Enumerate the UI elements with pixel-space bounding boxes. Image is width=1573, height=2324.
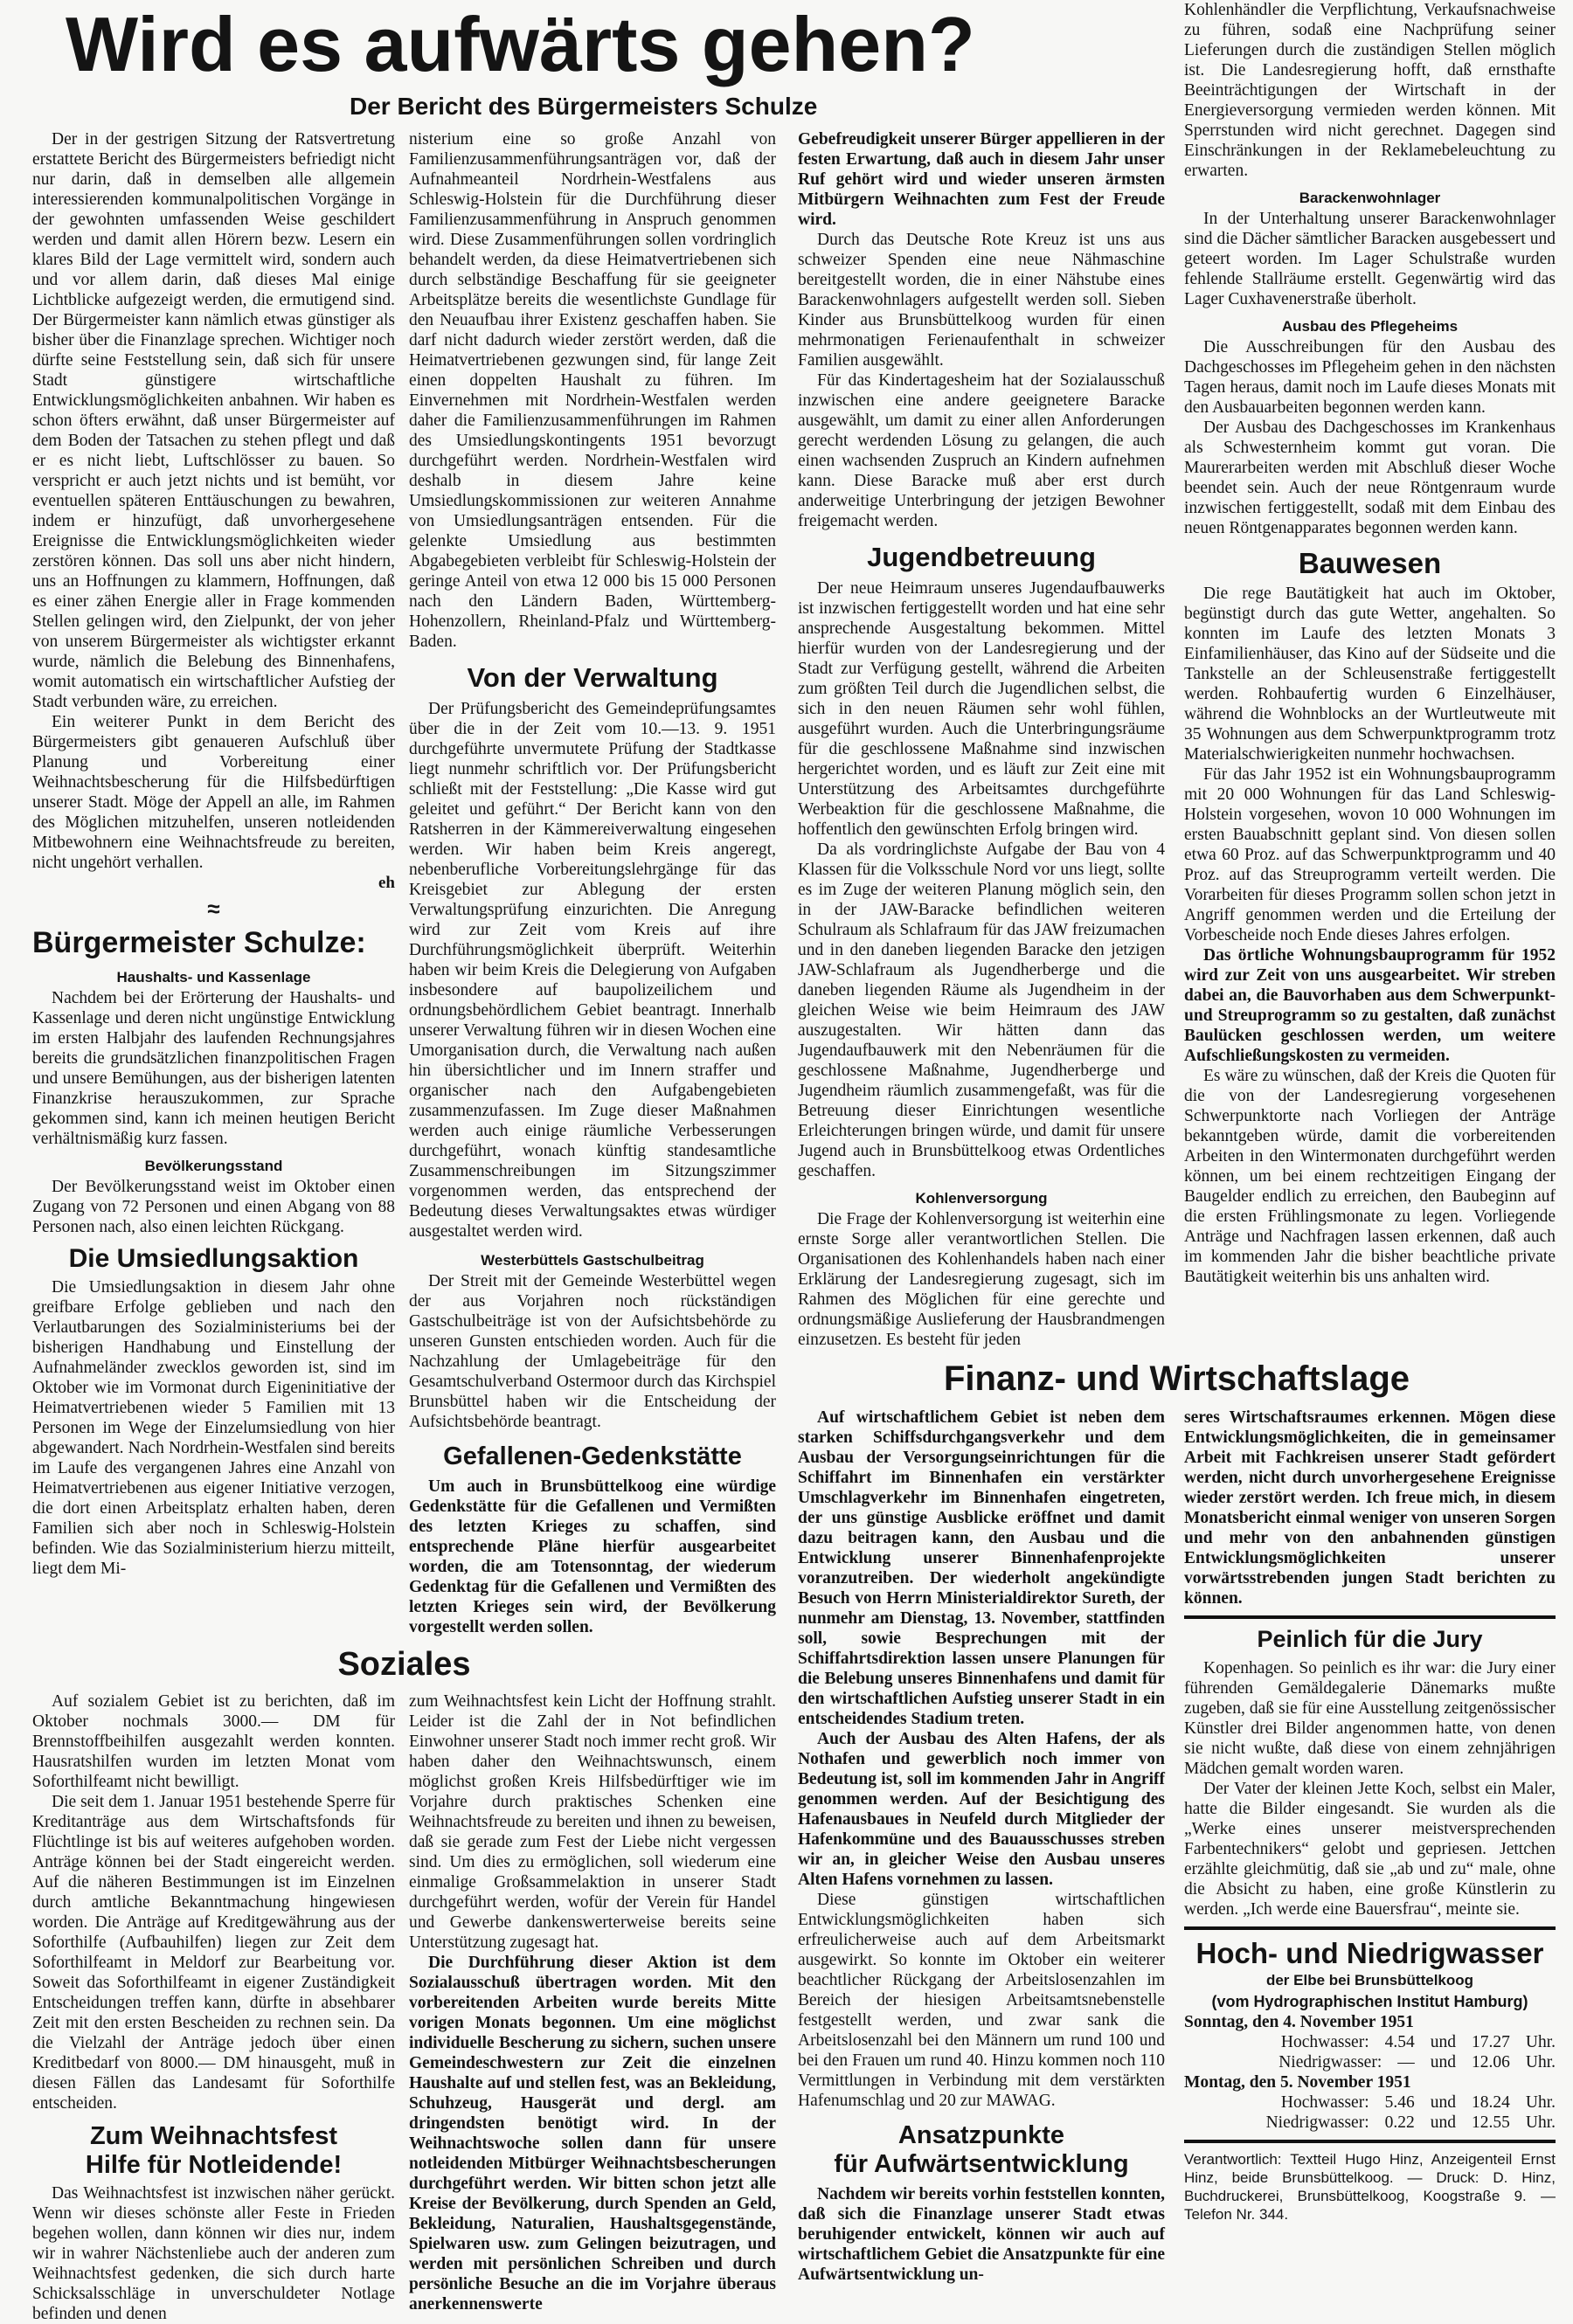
section-heading: Peinlich für die Jury [1257,1625,1483,1652]
tide-source: (vom Hydrographischen Institut Hamburg) [1211,1992,1528,2010]
subheading: Haushalts- und Kassenlage [116,968,311,986]
left-top-grid [32,129,776,1637]
finanz-col-4 [1184,1408,1556,2224]
paragraph: Die Durchführung dieser Aktion ist dem Sozialausschuß übertragen worden. Mit den vorbereitenden Arbeiten wurde bereits Mitte vorigen Monats begonnen. Um eine möglichst individuelle Bescherung zu sichern, suchen unsere Gemeindeschwestern zur Zeit die einzelnen Haushalte auf und stellen fest, was an Bekleidung, Schuhzeug, Hausgerät und dergl. am dringendsten benötigt wird. In der Weihnachtswoche sollen dann für unsere notleidenden Mitbürger Weihnachtsbescherungen durchgeführt werden. Wir bitten schon jetzt alle Kreise der Bevölkerung, durch Spenden an Geld, Bekleidung, Naturalien, Haushaltsgegenstände, Spielwaren usw. zum Gelingen beizutragen, und werden mit persönlichen Schreiben und durch persönliche Besuche an die im Vorjahre überaus anerkennenswerte [409,1953,776,2314]
paragraph: Der Vater der kleinen Jette Koch, selbst ein Maler, hatte die Bilder eingesandt. Sie wurden als die „Werke eines unserer meistversprechenden Farbentechnikers“ gelobt und gepriesen. Jettchen erzählte gleichmütig, daß sie „ab und zu“ male, ohne die Absicht zu haben, eine große Künstlerin zu werden. „Ich werde eine Bauersfrau“, meinte sie. [1184,1779,1556,1919]
tide-und: und [1430,2052,1456,2072]
paragraph: Der Ausbau des Dachgeschosses im Krankenhaus als Schwesternheim kommt gut voran. Die Maurerarbeiten werden mit Abschluß dieser Woche beendet sein. Auch der neue Röntgenraum wurde inzwischen fertiggestellt, sodaß mit dem Einbau des neuen Röntgenapparates begonnen werden kann. [1184,418,1556,537]
tide-title: Hoch- und Niedrigwasser [1195,1936,1544,1969]
paragraph: Das örtliche Wohnungsbauprogramm für 1952 wird zur Zeit von uns ausgearbeitet. Wir streben dabei an, die Bauvorhaben aus dem Schwerpunkt- und Streuprogramm so zu gestalten, daß zunächst Baulücken geschlossen werden, um weitere Aufschließungskosten zu vermeiden. [1184,945,1556,1065]
tide-date: Montag, den 5. November 1951 [1184,2072,1411,2092]
paragraph: Die Ausschreibungen für den Ausbau des Dachgeschosses im Pflegeheim gehen in den nächsten Tagen heraus, damit noch im Laufe dieses Monats mit den Ausbauarbeiten begonnen werden kann. [1184,338,1556,417]
tide-label: Niedrigwasser: [1278,2052,1382,2072]
tide-table [1184,1937,1556,2133]
tide-und: und [1430,2092,1456,2112]
tide-b: 18.24 [1472,2092,1510,2112]
paragraph: Die Frage der Kohlenversorgung ist weiterhin eine ernste Sorge aller verantwortlichen Stellen. Die Organisationen des Kohlenhandels haben nach einer Erklärung der Landesregierung zugesagt, sich im Rahmen des Möglichen für eine gerechte und ordnungsmäßige Auslieferung der Hausbrandmengen einzusetzen. Es besteht für jeden [798,1209,1165,1349]
divider [1184,2140,1556,2143]
tide-row [1184,2092,1556,2113]
tide-unit: Uhr. [1525,2032,1556,2051]
section-heading-finanz: Finanz- und Wirtschaftslage [943,1359,1410,1398]
column-1 [32,129,395,1579]
finanz-grid [798,1408,1556,2286]
right-columns [798,0,1556,2285]
paragraph: Das Weihnachtsfest ist inzwischen näher gerückt. Wenn wir dieses schönste aller Feste in Frieden begehen wollen, dann können wir dies nur, indem wir in wahrer Nächstenliebe auch der anderen zum Weihnachtsfest gedenken, die sich durch harte Schicksalsschläge in unverschuldeter Notlage befinden und denen [32,2184,395,2324]
tide-und: und [1430,2032,1456,2051]
paragraph: Auf wirtschaftlichem Gebiet ist neben dem starken Schiffsdurchgangsverkehr und dem Ausbau der Versorgungseinrichtungen für die Schiffahrt im Binnenhafen ein verstärkter Umschlagverkehr im Binnenhafen eingetreten, der uns günstige Ausblicke eröffnet und damit dazu beitragen kann, den Ausbau und die Entwicklung unserer Binnenhafenprojekte voranzutreiben. Der wiederholt angekündigte Besuch von Herrn Ministerialdirektor Sureth, der nunmehr am Dienstag, 13. November, stattfinden soll, sowie Besprechungen mit der Schiffahrtsdirektion lassen unsere Planungen für die Belebung unseres Binnenhafens und damit für den wirtschaftlichen Aufstieg unserer Stadt in ein entscheidendes Stadium treten. [798,1408,1165,1728]
paragraph: Auf sozialem Gebiet ist zu berichten, daß im Oktober nochmals 3000.— DM für Brennstoffbeihilfen ausgezahlt werden konnten. Hausratshilfen wurden im letzten Monat vom Soforthilfeamt nicht bewilligt. [32,1691,395,1791]
paragraph: Diese günstigen wirtschaftlichen Entwicklungsmöglichkeiten haben sich erfreulicherweise auch auf dem Arbeitsmarkt ausgewirkt. So konnte im Oktober ein weiterer beachtlicher Rückgang der Arbeitslosenzahlen im Bereich der hiesigen Arbeitsamtsnebenstelle festgestellt werden, und zwar sank die Arbeitslosenzahl bei den Männern um rund 100 und bei den Frauen um rund 40. Hinzu kommen noch 110 Vermittlungen in Verbindung mit dem verstärkten Hafenumschlag und 20 zur MAWAG. [798,1890,1165,2110]
section-heading-soziales: Soziales [337,1645,471,1683]
paragraph: Der Bevölkerungsstand weist im Oktober einen Zugang von 72 Personen und einen Abgang von 88 Personen nach, also einen leichten Rückgang. [32,1177,395,1236]
paragraph: Der Streit mit der Gemeinde Westerbüttel wegen der aus Vorjahren noch rückständigen Gastschulbeiträge ist von der Aufsichtsbehörde zu unseren Gunsten entschieden worden. Auch für die Nachzahlung der Umlagebeiträge für den Gesamtschulverband Ostermoor durch das Kirchspiel Brunsbüttel haben wir die Entscheidung der Aufsichtsbehörde beantragt. [409,1271,776,1431]
tide-a: 0.22 [1384,2113,1415,2132]
paragraph: Für das Jahr 1952 ist ein Wohnungsbauprogramm mit 20 000 Wohnungen für das Land Schleswig-Holstein vorgesehen, wovon 10 000 Wohnungen im ersten Bauabschnitt geplant sind. Von diesen sollen etwa 60 Proz. auf das Schwerpunktprogramm und 40 Proz. auf das Streuprogramm verteilt werden. Die Vorarbeiten für dieses Programm sollen schon jetzt in Angriff genommen werden und die Erteilung der Vorbescheide noch Ende dieses Jahres erfolgen. [1184,764,1556,944]
section-heading: Gefallenen-Gedenkstätte [443,1442,742,1470]
paragraph: Die Umsiedlungsaktion in diesem Jahr ohne greifbare Erfolge geblieben und nach den Verlautbarungen des Sozialministeriums bei der bisherigen Handhabung und Einstellung der Aufnahmeländer zwecklos geworden ist, sind im Oktober wie im Vormonat durch Eigeninitiative der Heimatvertriebenen wieder 5 Familien mit 13 Personen im Wege der Einzelumsiedlung von hier abgewandert. Nach Nordrhein-Westfalen sind bereits im Laufe des vergangenen Jahres eine Anzahl von Heimatvertriebenen aus eigener Initiative verzogen, die dort einen Arbeitsplatz erhalten haben, deren Familien sich aber noch in Schleswig-Holstein befinden. Wie das Sozialministerium hierzu mitteilt, liegt dem Mi- [32,1278,395,1579]
section-heading: Jugendbetreuung [867,542,1096,572]
section-heading: Ansatzpunkte [897,2120,1065,2149]
divider [1184,1615,1556,1619]
tide-b: 12.55 [1472,2113,1510,2132]
paragraph: Um auch in Brunsbüttelkoog eine würdige Gedenkstätte für die Gefallenen und Vermißten des letzten Krieges zu schaffen, sind entsprechende Pläne hierfür ausgearbeitet worden, die am Totensonntag, der wiederum Gedenktag für die Gefallenen und Vermißten des letzten Krieges sein wird, der Bevölkerung vorgestellt werden sollen. [409,1477,776,1636]
divider [1184,1926,1556,1930]
paragraph: In der Unterhaltung unserer Barackenwohnlager sind die Dächer sämtlicher Baracken ausgebessert und geteert worden. Im Lager Schulstraße wurden fehlende Stallräume erstellt. Gegenwärtig wird das Lager Cuxhavenerstraße überholt. [1184,210,1556,308]
finanz-col-3 [798,1408,1165,2286]
paragraph: Nachdem wir bereits vorhin feststellen konnten, daß sich die Finanzlage unserer Stadt etwas beruhigender entwickelt, können wir auch auf wirtschaftlichem Gebiet die Ansatzpunkte für eine Aufwärtsentwicklung un- [798,2185,1165,2285]
paragraph: Gebefreudigkeit unserer Bürger appellieren in der festen Erwartung, daß auch in diesem Jahr unser Ruf gehört wird und wieder unseren ärmsten Mitbürgern Weihnachten zum Fest der Freude wird. [798,130,1165,229]
tide-subtitle: der Elbe bei Brunsbüttelkoog [1265,1971,1474,1989]
tide-row [1184,2052,1556,2072]
paragraph: Für das Kindertagesheim hat der Sozialausschuß inzwischen eine andere geeignetere Baracke ausgewählt, um damit zu einer allen Anforderungen gerecht werdenden Lösung zu gelangen, die auch einen wachsenden Zuspruch an Kindern aufnehmen kann. Diese Baracke muß aber erst durch anderweitige Unterbringung der jetzigen Bewohner freigemacht werden. [798,371,1165,530]
tide-b: 17.27 [1472,2032,1510,2051]
paragraph: Es wäre zu wünschen, daß der Kreis die Quoten für die von der Landesregierung vorgesehenen Schwerpunktorte nach Vorliegen der Anträge bekanntgeben würde, damit die vorbereitenden Arbeiten in den Wintermonaten durchgeführt werden können, um bei einem rechtzeitigen Eingang der Baugelder endlich zu erreichen, den Baubeginn auf die ersten Frühlingsmonate zu legen. Vorliegende Anträge und Nachfragen lassen erkennen, daß auch im kommenden Jahr die bisher beachtliche private Bautätigkeit weiterhin bis uns anhalten wird. [1184,1066,1556,1286]
subheading: Ausbau des Pflegeheims [1281,318,1459,335]
paragraph: Der neue Heimraum unseres Jugendaufbauwerks ist inzwischen fertiggestellt worden und hat eine sehr ansprechende Ausgestaltung bekommen. Mittel hierfür wurden von der Landesregierung und der Stadt zur Verfügung gestellt, während die Arbeiten zum größten Teil durch die Jugendlichen selbst, die sich in den neuen Räumen sehr wohl fühlen, ausgeführt wurden. Auch die Unterbringungsräume für die geschlossene Maßnahme sind inzwischen hergerichtet worden, und es läuft zur Zeit eine mit Unterstützung des Arbeitsamtes durchgeführte Werbeaktion für die geschlossene Maßnahme, die hoffentlich den gewünschten Erfolg bringen wird. [798,578,1165,839]
paragraph: Die seit dem 1. Januar 1951 bestehende Sperre für Kreditanträge aus dem Wirtschaftsfonds für Flüchtlinge ist bis auf weiteres aufgehoben worden. Anträge können bei der Stadt eingereicht werden. Auf die näheren Bestimmungen ist im Einzelnen durch amtliche Bekanntmachung hingewiesen worden. Die Anträge auf Kreditgewährung aus der Soforthilfe (Aufbauhilfen) liegen zur Zeit dem Soforthilfeamt in Meldorf zur Bearbeitung vor. Soweit das Soforthilfeamt in eigener Zuständigkeit Entscheidungen treffen kann, dürfte in absehbarer Zeit mit den ersten Bescheiden zu rechnen sein. Da die Vielzahl der Anträge jedoch über einen Kreditbedarf von 8000.— DM hinausgeht, muß in diesen Fällen das Landesamt für Soforthilfe entscheiden. [32,1792,395,2113]
tide-date: Sonntag, den 4. November 1951 [1184,2012,1414,2031]
section-heading: Bauwesen [1298,547,1442,579]
column-3 [798,129,1165,1350]
headline: Wird es aufwärts gehen? [66,1,975,87]
imprint-text: Verantwortlich: Textteil Hugo Hinz, Anzeigenteil Ernst Hinz, beide Brunsbüttelkoog. — Druck: D. Hinz, Buchdruckerei, Brunsbüttelkoog, Koogstraße 9. — Telefon Nr. 344. [1184,2150,1556,2223]
column-4 [1184,0,1556,1287]
tide-label: Niedrigwasser: [1265,2113,1369,2132]
soziales-col-1 [32,1691,395,2324]
subheading: Westerbüttels Gastschulbeitrag [481,1251,704,1269]
paragraph: Ein weiterer Punkt in dem Bericht des Bürgermeisters gibt genaueren Aufschluß über Planung und Vorbereitung einer Weihnachtsbescherung für die Hilfsbedürftigen unserer Stadt. Möge der Appell an alle, im Rahmen des Möglichen mitzuhelfen, unseren notleidenden Mitbewohnern eine Weihnachtsfreude zu bereiten, nicht ungehört verhallen. [32,713,395,872]
section-heading: für Aufwärtsentwicklung [834,2149,1129,2178]
separator: ≈ [207,896,220,922]
tide-unit: Uhr. [1525,2113,1556,2132]
subheading: Kohlenversorgung [915,1189,1048,1207]
soziales-col-2 [409,1691,776,2314]
subheadline: Der Bericht des Bürgermeisters Schulze [350,93,818,120]
tide-a: 4.54 [1384,2032,1415,2051]
left-columns [32,129,776,2324]
paragraph: Durch das Deutsche Rote Kreuz ist uns aus schweizer Spenden eine neue Nähmaschine bereitgestellt worden, die in einer Nähstube eines Barackenwohnlagers aufgestellt werden soll. Sieben Kinder aus Brunsbüttelkoog wurden für einen mehrmonatigen Ferienaufenthalt in schweizer Familien ausgewählt. [798,231,1165,370]
paragraph: zum Weihnachtsfest kein Licht der Hoffnung strahlt. Leider ist die Zahl der in Not befindlichen Einwohner unserer Stadt noch immer recht groß. Wir haben daher den Weihnachtswunsch, einem möglichst großen Kreis Hilfsbedürftiger wie im Vorjahre durch praktisches Schenken eine Weihnachtsfreude zu bereiten und ihnen zu beweisen, daß sie gerade zum Fest der Liebe nicht vergessen sind. Um dies zu ermöglichen, soll wiederum eine einmalige Großsammelaktion in unserer Stadt durchgeführt werden, wofür der Verein für Handel und Gewerbe dankenswerterweise bereits seine Unterstützung zugesagt hat. [409,1691,776,1952]
author-signature: eh [378,874,395,892]
paragraph: seres Wirtschaftsraumes erkennen. Mögen diese Entwicklungsmöglichkeiten, die in gemeinsamer Arbeit mit Fachkreisen unserer Stadt gefördert werden, nicht durch unvorhergesehene Ereignisse wieder zerstört werden. Ich freue mich, in diesem Monatsbericht einmal weniger von unseren Sorgen und mehr von den anbahnenden günstigen Entwicklungsmöglichkeiten unserer vorwärtsstrebenden jungen Stadt berichten zu können. [1184,1408,1556,1608]
tide-row [1184,2032,1556,2052]
tide-a: 5.46 [1384,2092,1415,2112]
column-2 [409,129,776,1637]
paragraph: Der Prüfungsbericht des Gemeindeprüfungsamtes über die in der Zeit vom 10.—13. 9. 1951 durchgeführte unvermutete Prüfung der Stadtkasse liegt nunmehr schriftlich vor. Der Prüfungsbericht schließt mit der Feststellung: „Die Kasse wird gut geleitet und geführt.“ Der Bericht kann von den Ratsherren in der Kämmereiverwaltung eingesehen werden. Wir haben beim Kreis angeregt, nebenberufliche Vorbereitungslehrgänge für das Kreisgebiet zur Ablegung der ersten Verwaltungsprüfung einzurichten. Die Anregung wird zur Zeit vom Kreis auf ihre Durchführungsmöglichkeit überprüft. Weiterhin haben wir beim Kreis die Delegierung von Aufgaben insbesondere auf baupolizeilichem und ordnungsbehördlichem Gebiet beantragt. Innerhalb unserer Verwaltung führen wir in diesen Wochen eine Umorganisation durch, die Verwaltung nach außen hin übersichtlicher und im Innern straffer und organischer nach den Aufgabengebieten zusammenzufassen. Im Zuge dieser Maßnahmen werden auch einige räumliche Verbesserungen durchgeführt, wonach künftig standesamtliche Zusammenschreibungen im Sitzungszimmer vorgenommen werden, das entsprechend der Bedeutung dieses Verwaltungsaktes etwas würdiger ausgestaltet werden wird. [409,699,776,1241]
tide-label: Hochwasser: [1280,2032,1369,2051]
paragraph: Da als vordringlichste Aufgabe der Bau von 4 Klassen für die Volksschule Nord vor uns liegt, sollte es im Zuge der weiteren Planung möglich sein, den in der JAW-Baracke befindlichen weiteren Schulraum als Schlafraum für das JAW freizumachen und in den daneben liegenden Baracke den jetzigen JAW-Schlafraum als Jugendherberge und die daneben liegenden Räume als Jugendheim in der gleichen Weise wie beim Heimraum des JAW auszugestalten. Wir hätten dann das Jugendaufbauwerk mit den Nebenräumen für die geschlossene Maßnahme, Jugendherberge und Jugendheim räumlich zusammengefaßt, was für die Betreuung dieser Einrichtungen wesentliche Erleichterungen bringen würde, und damit für unsere Jugend auch in Brunsbüttelkoog etwas Ordentliches geschaffen. [798,840,1165,1180]
paragraph: Auch der Ausbau des Alten Hafens, der als Nothafen und gewerblich noch immer von Bedeutung ist, soll im kommenden Jahr in Angriff genommen werden. Auf der Besichtigung des Hafenausbaues in Neufeld durch Mitglieder der Hafenkommüne und des Bauausschusses streben wir an, in gleicher Weise den Ausbau unseres Alten Hafens vornehmen zu lassen. [798,1729,1165,1889]
section-heading: Zum Weihnachtsfest [89,2121,338,2150]
paragraph: nisterium eine so große Anzahl von Familienzusammenführungsanträgen vor, daß der Aufnahmeanteil Nordrhein-Westfalens aus Schleswig-Holstein für die Durchführung dieser Familienzusammenführung in Anspruch genommen wird. Diese Zusammenführungen sollen vordringlich behandelt werden, da diese Heimatvertriebenen sich durch selbständige Beschaffung für sie geeigneter Arbeitsplätze bereits die wesentlichste Gundlage für den Neuaufbau ihrer Existenz geschaffen haben. Sie darf nicht dadurch wieder zerstört werden, daß die Heimatvertriebenen gezwungen sind, für lange Zeit einen doppelten Haushalt zu führen. Im Einvernehmen mit Nordrhein-Westfalen werden daher die Familienzusammenführungen im Rahmen des Umsiedlungskontingents 1951 bevorzugt durchgeführt werden. Nordrhein-Westfalen wird deshalb in diesem Jahre keine Umsiedlungskommissionen zur weiteren Annahme von Umsiedlungsanträgen entsenden. Für die gelenkte Umsiedlung aus bestimmten Abgabegebieten verbleibt für Schleswig-Holstein der geringe Anteil von etwa 12 000 bis 15 000 Personen nach den Ländern Baden, Württemberg-Hohenzollern, Rheinland-Pfalz und Württemberg-Baden. [409,130,776,651]
subheading: Barackenwohnlager [1299,190,1441,206]
paragraph: Kopenhagen. So peinlich es ihr war: die Jury einer führenden Gemäldegalerie Dänemarks mußte zugeben, daß sie für eine Ausstellung zeitgenössischer Künstler drei Bilder angenommen hatte, von denen sie nicht wußte, daß diese von einem zehnjährigen Mädchen gemalt worden waren. [1184,1658,1556,1778]
tide-b: 12.06 [1472,2052,1510,2072]
tide-unit: Uhr. [1525,2092,1556,2112]
subheading: Bevölkerungsstand [144,1157,283,1174]
soziales-grid [32,1691,776,2324]
section-heading: Bürgermeister Schulze: [32,925,366,959]
right-top-grid [798,0,1556,1350]
paragraph: Die rege Bautätigkeit hat auch im Oktober, begünstigt durch das gute Wetter, angehalten. So konnten im Laufe des letzten Monats 3 Einfamilienhäuser, das Kino auf der Südseite und die Tankstelle an der Schleusenstraße fertiggestellt werden. Rohbaufertig wurden 6 Einzelhäuser, während die Wohnblocks an der Wurtleutweute mit 35 Wohnungen aus dem Schwerpunktprogramm trotz Materialschwierigkeiten nunmehr hochwachsen. [1184,584,1556,764]
paragraph: Nachdem bei der Erörterung der Haushalts- und Kassenlage und deren nicht ungünstige Entwicklung im ersten Halbjahr des laufenden Rechnungsjahres bereits die grundsätzlichen finanzpolitischen Fragen und unsere Bemühungen, aus der bisherigen latenten Finanzkrise herauszukommen, zur Sprache gekommen sind, kann ich meinen heutigen Bericht verhältnismäßig kurz fassen. [32,988,395,1148]
paragraph: Kohlenhändler die Verpflichtung, Verkaufsnachweise zu führen, sodaß eine Nachprüfung seiner Lieferungen durch die zuständigen Stellen möglich ist. Die Landesregierung hofft, daß ernsthafte Beeinträchtigungen der Wirtschaft in der Energieversorgung vermieden werden können. Mit Sperrstunden wird nicht gerechnet. Dagegen sind Einschränkungen in der Reklamebeleuchtung zu erwarten. [1184,1,1556,180]
tide-row [1184,2113,1556,2133]
tide-und: und [1430,2113,1456,2132]
section-heading: Die Umsiedlungsaktion [68,1243,359,1273]
tide-unit: Uhr. [1525,2052,1556,2072]
section-heading: Von der Verwaltung [467,662,718,693]
tide-a: — [1397,2052,1415,2072]
tide-days [1184,2012,1556,2133]
tide-label: Hochwasser: [1280,2092,1369,2112]
paragraph: Der in der gestrigen Sitzung der Ratsvertretung erstattete Bericht des Bürgermeisters befriedigt nicht nur darin, daß in demselben alle allgemein interessierenden kommunalpolitischen Vorgänge in der gewohnten umfassenden Weise geschildert werden und damit allen Hörern bezw. Lesern ein klares Bild der Lage vermittelt wird, sondern auch und vor allem darin, daß dieses Mal einige Lichtblicke aufgezeigt werden, die ermutigend sind. Der Bürgermeister kann nämlich etwas günstiger als bisher über die Finanzlage sprechen. Wichtiger noch dürfte seine Feststellung sein, daß sich für unsere Stadt günstigere wirtschaftliche Entwicklungsmöglichkeiten anbahnen. Wir haben es schon öfters erwähnt, daß unser Bürgermeister auf dem Boden der Tatsachen zu stehen pflegt und daß er es nicht liebt, Luftschlösser zu bauen. So verspricht er auch jetzt nichts und ist bemüht, vor eventuellen späteren Enttäuschungen zu bewahren, indem er hinzufügt, daß unvorhergesehene Ereignisse die Entwicklungsmöglichkeiten wieder zerstören können. Das soll uns aber nicht hindern, uns an Hoffnungen zu klammern, Hoffnungen, daß es einer zähen Energie aller in Frage kommenden Stellen gelingen wird, den Zielpunkt, der von jeher von unserem Bürgermeister als wichtigster erkannt wurde, nämlich die Belebung des Binnenhafens, womit automatisch ein wirtschaftlicher Aufstieg der Stadt verbunden wäre, zu erreichen. [32,130,395,711]
section-heading: Hilfe für Notleidende! [85,2151,343,2180]
